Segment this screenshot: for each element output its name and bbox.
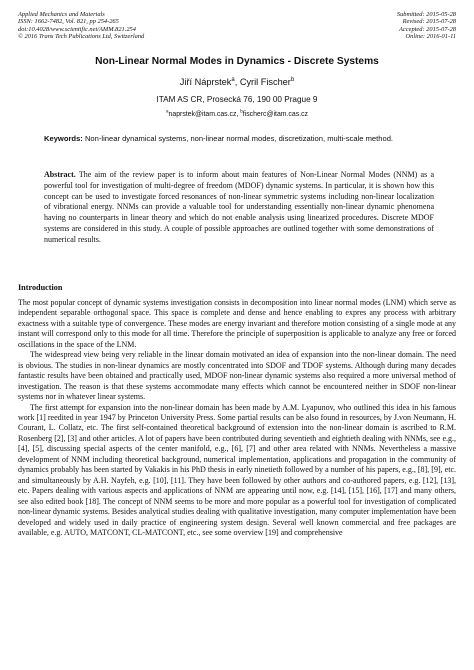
email-marker: b bbox=[240, 108, 243, 114]
keywords-text: Non-linear dynamical systems, non-linear normal modes, discretization, multi-scale method. bbox=[82, 134, 394, 143]
affiliation: ITAM AS CR, Prosecká 76, 190 00 Prague 9 bbox=[156, 95, 318, 104]
author-separator: , bbox=[234, 77, 240, 87]
author-name: Cyril Fischer bbox=[239, 77, 291, 87]
email-line bbox=[0, 108, 474, 118]
journal-name: Applied Mechanics and Materials bbox=[18, 11, 105, 18]
journal-doi: doi:10.4028/www.scientific.net/AMM.821.254 bbox=[18, 25, 136, 33]
email-marker: a bbox=[166, 108, 169, 114]
author-line bbox=[0, 77, 474, 87]
journal-copyright: © 2016 Trans Tech Publications Ltd, Switzerland bbox=[18, 32, 145, 40]
author-affil-marker: b bbox=[290, 76, 295, 83]
paper-title: Non-Linear Normal Modes in Dynamics - Discrete Systems bbox=[95, 56, 379, 67]
journal-issn: ISSN: 1662-7482, Vol. 821, pp 254-265 bbox=[18, 18, 119, 26]
author-name: Jiří Náprstek bbox=[179, 77, 232, 87]
section-heading: Introduction bbox=[18, 283, 63, 292]
section-body bbox=[18, 298, 456, 538]
body-paragraph: The most popular concept of dynamic systems investigation consists in decomposition into linear normal modes (LNM) which serve as independent separable orthogonal space. This space is complete and dense and hence enabling to expres any process with arbitrary exactness with a suitable type of convergence. These modes are energy invariant and therefore motion consisting of a single mode at any instant will correspond only to this mode for all time. Therefore the principle of superposition is applicable to analyze any free or forced oscillations in the space of the LNM. bbox=[18, 298, 456, 349]
date-submitted: Submitted: 2015-05-28 bbox=[396, 11, 456, 18]
email-separator: , bbox=[236, 111, 241, 118]
journal-header-right bbox=[397, 11, 456, 40]
body-paragraph: The widespread view being very reliable in the linear domain motivated an idea of expansion into the non-linear domain. The need is obvious. The studies in non-linear dynamics are mostly concentrated into SDOF and TDOF systems. Although during many decades fantastic results have been obtained and practically used, MDOF non-linear dynamic systems also required a more universal method of investigation. The reason is that these systems accommodate many effects which cannot be encountered neither in SDOF non-linear systems nor in whatever linear systems. bbox=[18, 350, 456, 402]
abstract-text: The aim of the review paper is to inform about main features of Non-Linear Normal Modes (NNM) as a powerful tool for investigation of multi-degree of freedom (MDOF) dynamic systems. In particular, it is shown how this concept can be used to investigate forced resonances of non-linear symmetric systems including non-linear localization of vibrational energy. NNMs can provide a valuable tool for understanding essentially non-linear dynamic phenomena having no counterparts in linear theory and which do not enable analysis using linearized procedures. Discrete MDOF systems are considered in this study. A couple of possible approaches are outlined together with some demonstrations of numerical results. bbox=[44, 170, 434, 244]
author-affil-marker: a bbox=[231, 76, 235, 83]
keywords-label: Keywords: bbox=[44, 134, 83, 143]
abstract-label: Abstract. bbox=[44, 170, 76, 179]
body-paragraph: The first attempt for expansion into the non-linear domain has been made by A.M. Lyapunov, who outlined this idea in his famous work [1] reedited in year 1947 by Princeton University Press. Some partial results can be also found in resources, by J.von Neumann, H. Courant, L. Collatz, etc. The first self-contained theoretical background of extension into the non-linear domain is ascribed to R.M. Rosenberg [2], [3] and other articles. A lot of papers have been contributed during seventieth and eightieth dealing with NNMs, see e.g., [4], [5], discussing special aspects of the center manifold, e.g., [6], [7] and other area related with NNMs. Nevertheless a massive development of NNM including theoretical background, numerical implementation, applications and propagation in the community of dynamics probably has been started by Vakakis in his PhD thesis in early ninetieth followed by a number of his papers, e.g., [8], [9], etc. and simultaneously by A.H. Nayfeh, e.g. [10], [11]. They have been followed by other authors and co-authored papers, e.g. [12], [13], etc. Papers dealing with various aspects and applications of NNM are appearing until now, e.g. [14], [15], [16], [17] and many others, see also edited book [18]. The concept of NNM seems to be more and more popular as a powerful tool for investigation of complicated non-linear dynamic systems. Besides analytical studies dealing with qualitative investigation, many computer implementation have been developed and widely used in daily practice of engineering system design. Several well known commercial and free packages are available, e.g. AUTO, MATCONT, CL-MATCONT, etc., see some overview [19] and comprehensive bbox=[18, 402, 456, 537]
email-link[interactable]: fischerc@itam.cas.cz bbox=[242, 111, 308, 118]
date-online: Online: 2016-01-11 bbox=[405, 32, 456, 40]
date-accepted: Accepted: 2015-07-28 bbox=[399, 25, 456, 33]
keywords bbox=[44, 134, 434, 144]
journal-header-left bbox=[18, 11, 144, 40]
email-link[interactable]: naprstek@itam.cas.cz bbox=[168, 111, 237, 118]
abstract bbox=[44, 170, 434, 246]
date-revised: Revised: 2015-07-28 bbox=[402, 18, 456, 26]
